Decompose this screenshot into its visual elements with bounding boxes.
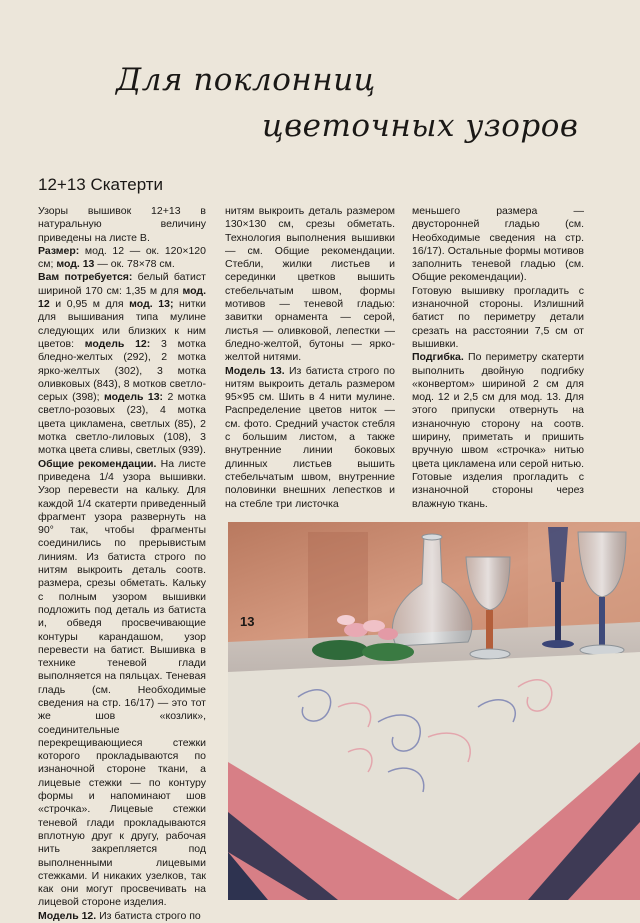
general-text: На листе приведена 1/4 узора вышивки. Узор перевести на кальку. Для каждой 1/4 скатерти приведенный фрагмент узора развернуть на 90° так, чтобы фрагменты соединились по прерывистым линиям. Из батиста строго по нитям выкроить деталь соотв. размера, срезы обметать. Кальку с полным узором вышивки подложить под деталь из батиста и, обведя просвечивающие контуры карандашом, узор перевести на батист. Вышивка в технике теневой глади выполняется на пяльцах. Теневая гладь (см. Необходимые сведения на стр. 16/17) — это тот же шов «козлик», соединительные перекрещивающиеся стежки которого прокладываются по изнаночной стороне ткани, а лицевые стежки — по контуру формы и напоминают шов «строчка». Лицевые стежки теневой глади прокладываются вплотную друг к другу, рабочая нить закрепляется под выполненными лицевыми стежками. И никаких узелков, так как они могут просвечивать на лицевой стороне изделия.: [38, 457, 207, 909]
materials-label: Вам потребуется:: [38, 271, 133, 284]
model12-label: модель 12:: [84, 337, 151, 350]
text-column-3: [412, 205, 584, 510]
size-text-1: мод. 12 — ок. 120×120 см;: [38, 244, 206, 271]
general-label: Общие рекомендации.: [38, 457, 157, 470]
model13-paragraph: [225, 365, 395, 511]
intro-text: Узоры вышивок 12+13 в натуральную величину приведены на листе В.: [38, 205, 206, 244]
hem-paragraph: [412, 351, 584, 511]
section-heading: 12+13 Скатерти: [38, 175, 164, 194]
materials-mod13: мод. 13;: [129, 298, 174, 311]
materials-text-3: нитки для вышивания типа мулине следующих или близких к ним цветов:: [38, 298, 206, 350]
photo-number: 13: [240, 614, 255, 629]
size-mod13: мод. 13: [56, 258, 95, 271]
title-line-2: цветочных узоров: [262, 108, 579, 144]
model13-continued: меньшего размера — двусторонней гладью (см. Необходимые сведения на стр. 16/17). Остальные формы мотивов заполнить теневой гладью (см. Общие рекомендации).: [412, 205, 584, 284]
materials-mod12: мод. 12: [38, 284, 206, 311]
model12-heading: Модель 12.: [38, 909, 97, 922]
model12-text: Из батиста строго по: [96, 909, 201, 922]
hem-text: По периметру скатерти выполнить двойную подгибку «конвертом» шириной 2 см для мод. 12 и 2,5 см для мод. 13. Для этого припуски отвернуть на изнаночную сторону на соотв. ширину, приметать и пришить вручную швом «строчка» нитью цвета цикламена или серой нитью. Готовые изделия прогладить с изнаночной стороны через влажную ткань.: [412, 351, 584, 510]
hem-label: Подгибка.: [412, 351, 464, 364]
size-paragraph: [38, 245, 206, 272]
tablecloth-photo: [228, 522, 640, 900]
model12-paragraph: [38, 910, 206, 923]
model12-colors: 3 мотка бледно-желтых (292), 2 мотка ярко-желтых (302), 3 мотка оливковых (843), 8 мотков светло-серых (398);: [38, 337, 206, 404]
model13-label: модель 13:: [103, 391, 164, 404]
materials-paragraph: [38, 271, 206, 457]
model13-colors: 2 мотка светло-розовых (23), 4 мотка цвета цикламена, светлых (85), 2 мотка светло-лиловых (108), 3 мотка цвета сливы, светлых (939).: [38, 391, 206, 457]
model12-continued: нитям выкроить деталь размером 130×130 см, срезы обметать. Технология выполнения вышивки — см. Общие рекомендации. Стебли, жилки листьев и серединки цветков вышить стебельчатым швом, формы мотивов — теневой гладью: завитки орнамента — серой, листья — оливковой, лепестки — бледно-желтой, бутоны — ярко-желтой нитями.: [225, 205, 395, 364]
model13-text: Из батиста строго по нитям выкроить деталь размером 95×95 см. Шить в 4 нити мулине. Распределение цветов ниток — см. фото. Средний участок стебля с большим листом, а также внутренние линии боковых длинных листьев вышить стебельчатым швом, внутренние половинки внешних лепестков и на стебле три листочка: [225, 364, 395, 510]
text-column-2: [225, 205, 395, 510]
page-title: [0, 0, 640, 160]
general-paragraph: [38, 458, 206, 910]
text-column-1: [38, 205, 207, 922]
size-label: Размер:: [38, 244, 80, 257]
materials-text-2: и 0,95 м для: [49, 298, 130, 311]
intro-paragraph: [38, 205, 206, 245]
materials-text-1: белый батист шириной 170 см: 1,35 м для: [38, 271, 206, 297]
photo-illustration: [228, 522, 640, 900]
title-line-1: Для поклонниц: [116, 62, 376, 98]
size-text-2: — ок. 78×78 см.: [94, 258, 175, 271]
ironing-paragraph: Готовую вышивку прогладить с изнаночной стороны. Излишний батист по периметру детали срезать на расстоянии 7,5 см от вышивки.: [412, 284, 584, 350]
model13-heading: Модель 13.: [225, 364, 285, 377]
